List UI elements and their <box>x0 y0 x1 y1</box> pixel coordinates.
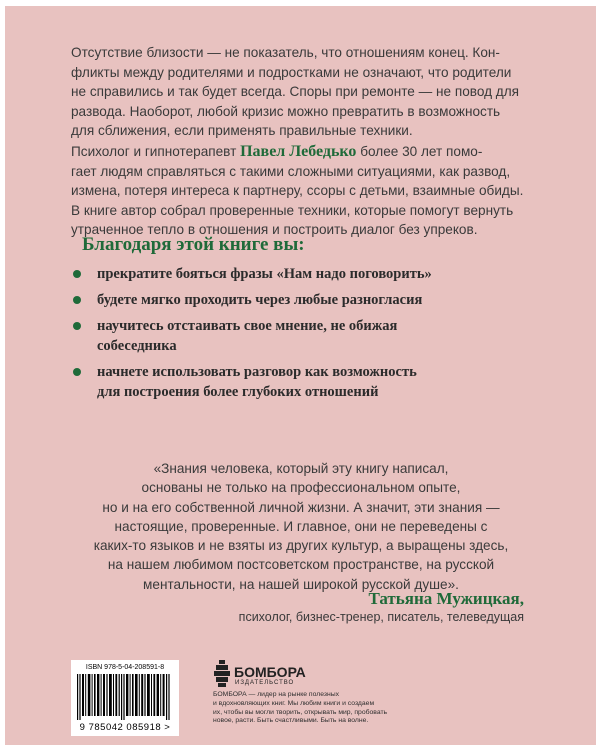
barcode-number: 9 785042 085918 > <box>79 722 171 733</box>
testimonial-quote <box>71 459 531 594</box>
bullet-dot-icon <box>73 296 81 304</box>
barcode-panel <box>71 660 179 736</box>
benefit-line: собеседника <box>97 338 177 354</box>
benefit-line: научитесь отстаивать свое мнение, не обижая <box>97 318 398 334</box>
author-line: утраченное тепло в отношения и построить диалог без упреков. <box>71 222 478 237</box>
bullet-dot-icon <box>73 368 81 376</box>
bullet-dot-icon <box>73 270 81 278</box>
benefit-line: начнете использовать разговор как возможность <box>97 364 417 380</box>
slogan-line: новое, расти. Быть счастливыми. Быть на волне. <box>213 717 369 725</box>
slogan-line: и вдохновляющих книг. Мы любим книги и создаем <box>213 699 375 707</box>
publisher-subtitle: ИЗДАТЕЛЬСТВО <box>235 680 295 686</box>
benefit-line: будете мягко проходить через любые разногласия <box>97 292 423 308</box>
author-suffix: более 30 лет помо- <box>356 144 483 159</box>
quote-author-name: Татьяна Мужицкая, <box>368 589 524 608</box>
quote-line: «Знания человека, который эту книгу написал, <box>153 461 449 476</box>
quote-author-role: психолог, бизнес-тренер, писатель, телеведущая <box>238 610 524 624</box>
author-line-first <box>71 142 531 162</box>
benefit-item <box>71 316 541 356</box>
quote-line: ментальности, на нашей широкой русской душе». <box>143 576 459 592</box>
benefits-heading: Благодаря этой книге вы: <box>82 234 305 255</box>
intro-line: Отсутствие близости — не показатель, что отношениям конец. Кон- <box>71 45 500 60</box>
author-line: измена, потеря интереса к партнеру, ссоры с детьми, взаимные обиды. <box>71 183 524 198</box>
publisher-slogan <box>213 691 393 726</box>
quote-line: на нашем любимом постсоветском пространстве, на русской <box>107 557 495 573</box>
barcode-icon <box>77 674 173 720</box>
quote-line: настоящие, проверенные. И главное, они не переведены с <box>114 518 488 534</box>
slogan-line: БОМБОРА — лидер на рынке полезных <box>213 691 339 698</box>
publisher-name: БОМБОРА <box>234 664 306 680</box>
author-name: Павел Лебедько <box>240 143 357 160</box>
benefits-list <box>71 264 541 402</box>
slogan-line: их, чтобы вы могли творить, открывать мир, пробовать <box>213 708 388 716</box>
intro-line: развода. Наоборот, любой кризис можно превратить в возможность <box>71 103 501 119</box>
isbn-label: ISBN 978-5-04-208591-8 <box>85 664 165 671</box>
bombora-logo-icon <box>213 660 231 688</box>
intro-line: фликты между родителями и подростками не означают, что родители <box>71 64 512 80</box>
intro-line: для сближения, если применять правильные техники. <box>71 123 413 138</box>
bullet-dot-icon <box>73 322 81 330</box>
author-line: гает людям справляться с такими сложными ситуациями, как развод, <box>71 163 511 179</box>
author-paragraph <box>71 142 531 240</box>
quote-line: но и на его собственной личной жизни. А значит, эти знания — <box>102 499 500 515</box>
quote-line: основаны не только на профессиональном опыте, <box>141 480 461 496</box>
intro-paragraph <box>71 43 531 141</box>
benefit-item <box>71 290 541 310</box>
author-prefix: Психолог и гипнотерапевт <box>71 144 241 159</box>
quote-line: каких-то языков и не взяты из других культур, а выращены здесь, <box>93 538 509 554</box>
author-line: В книге автор собрал проверенные техники, которые помогут вернуть <box>71 202 514 218</box>
benefit-line: для построения более глубоких отношений <box>97 384 379 400</box>
benefit-item <box>71 362 541 402</box>
benefit-item <box>71 264 541 284</box>
benefit-line: прекратите бояться фразы «Нам надо поговорить» <box>97 266 432 282</box>
intro-line: не справились и так будет всегда. Споры при ремонте — не повод для <box>71 84 520 99</box>
